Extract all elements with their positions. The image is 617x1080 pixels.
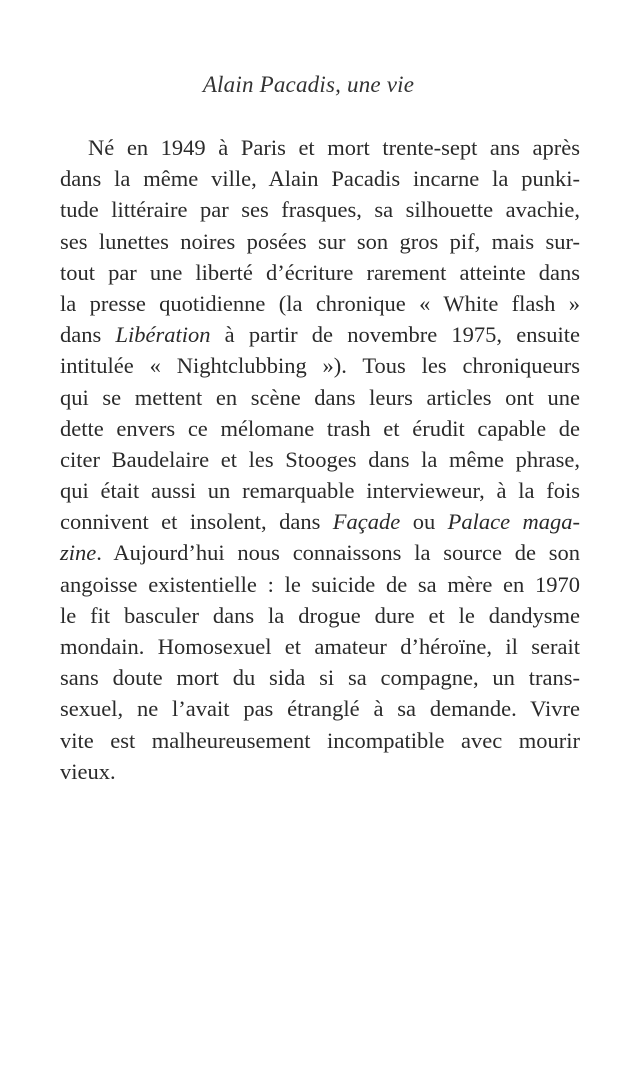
text-segment: qui était aussi un remarquable intervieweur, à la fois [60,478,580,504]
text-line [60,132,580,163]
text-line [60,569,580,600]
text-line [60,226,580,257]
text-line [60,382,580,413]
text-segment: Né en 1949 à Paris et mort trente-sept ans après [88,135,580,160]
text-line [60,319,580,350]
text-segment: connivent et insolent, dans [60,509,333,535]
text-segment: ou [400,509,448,535]
text-line [60,194,580,225]
text-line [60,537,580,568]
text-segment: qui se mettent en scène dans leurs articles ont une [60,384,580,410]
text-line [60,288,580,319]
text-line [60,475,580,506]
text-segment: à partir de novembre 1975, ensuite [210,322,580,348]
text-segment: angoisse existentielle : le suicide de sa mère en 1970 [60,571,580,597]
text-segment: vieux. [60,758,116,784]
text-line [60,725,580,756]
italic-text: zine [60,540,97,566]
italic-text: Façade [332,509,401,535]
text-line [60,662,580,693]
italic-text: Palace maga- [447,509,581,535]
text-line [60,163,580,194]
text-line [60,693,580,724]
text-line [60,257,580,288]
text-segment: intitulée « Nightclubbing »). Tous les chroniqueurs [60,353,580,379]
text-line [60,444,580,475]
chapter-title: Alain Pacadis, une vie [202,72,415,97]
text-segment: le fit basculer dans la drogue dure et le dandysme [60,602,580,628]
text-segment: dans [60,322,116,348]
body-paragraph [60,132,580,787]
text-segment: tout par une liberté d’écriture rarement atteinte dans [60,259,580,285]
text-line [60,631,580,662]
text-segment: tude littéraire par ses frasques, sa silhouette avachie, [60,197,580,223]
text-segment: ses lunettes noires posées sur son gros pif, mais sur- [60,228,580,254]
text-line [60,600,580,631]
text-segment: dans la même ville, Alain Pacadis incarne la punki- [60,166,580,192]
text-segment: vite est malheureusement incompatible avec mourir [60,727,580,753]
text-segment: dette envers ce mélomane trash et érudit capable de [60,415,580,441]
text-segment: sans doute mort du sida si sa compagne, un trans- [60,665,580,691]
text-line [60,413,580,444]
text-segment: mondain. Homosexuel et amateur d’héroïne, il serait [60,634,580,659]
text-segment: . Aujourd’hui nous connaissons la source de son [96,540,580,566]
text-line [60,350,580,381]
text-segment: citer Baudelaire et les Stooges dans la même phrase, [60,446,580,472]
text-segment: sexuel, ne l’avait pas étranglé à sa demande. Vivre [60,696,580,722]
text-line [60,756,580,787]
text-line [60,506,580,537]
italic-text: Libération [115,322,211,348]
text-segment: la presse quotidienne (la chronique « White flash » [60,290,580,316]
